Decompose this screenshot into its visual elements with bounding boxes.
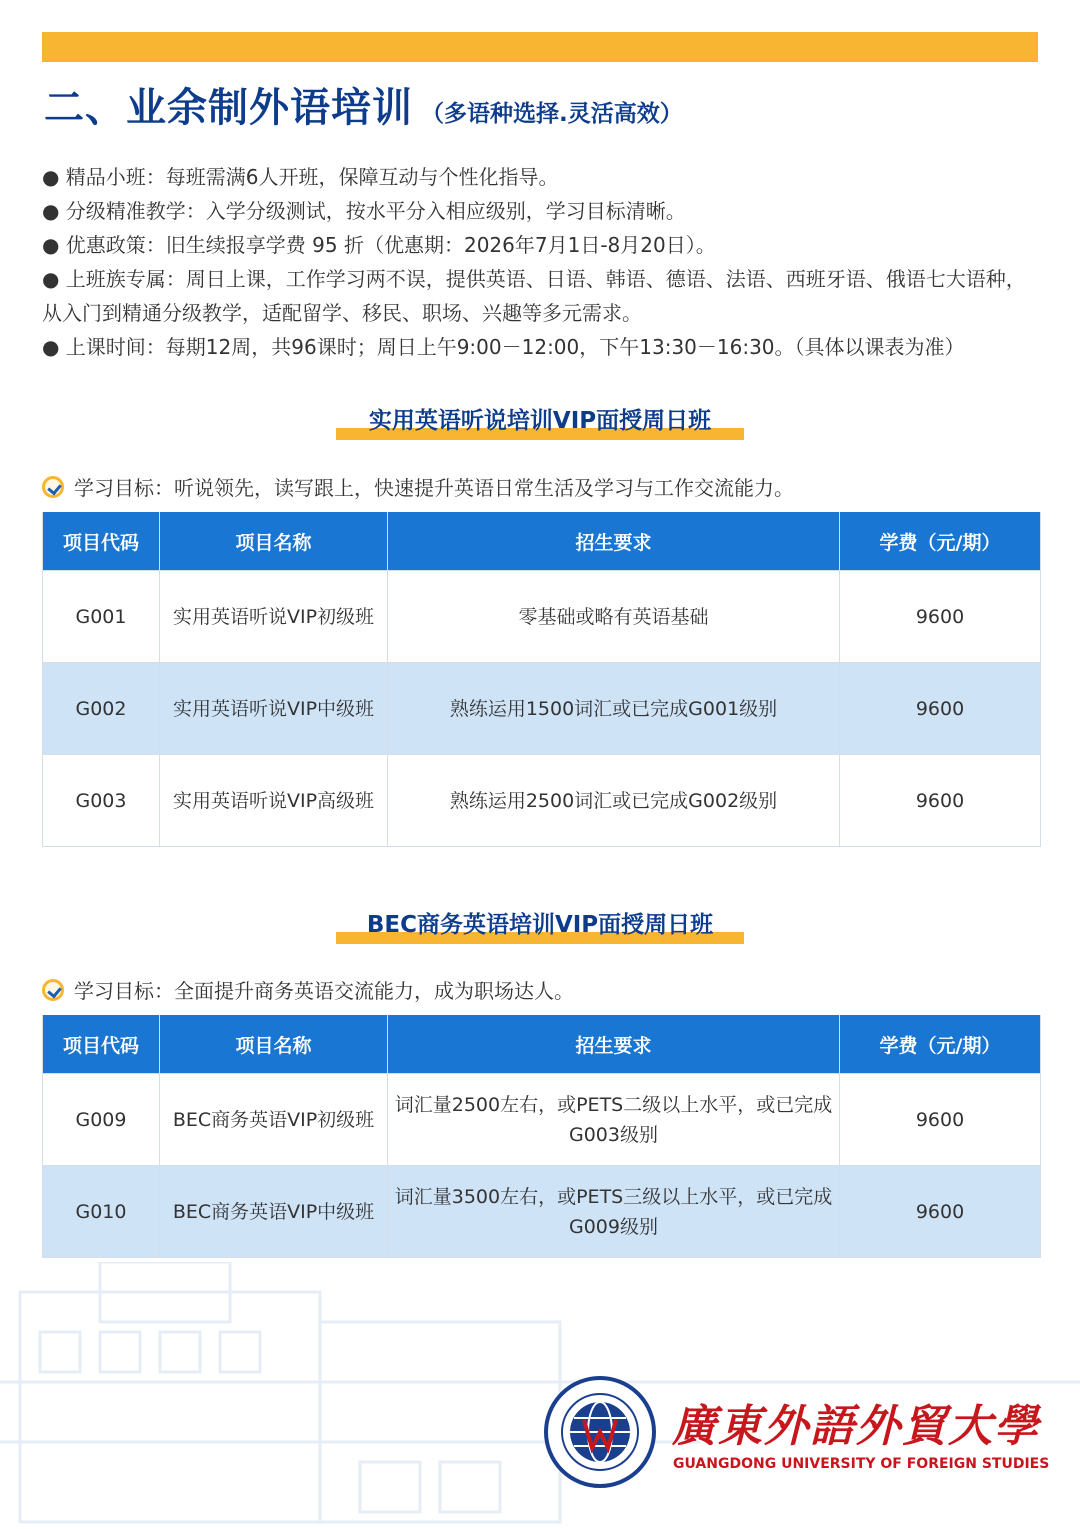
target-icon xyxy=(42,476,64,498)
target-icon xyxy=(42,979,64,1001)
feature-item: ● 上课时间：每期12周，共96课时；周日上午9:00－12:00，下午13:30－16:30。（具体以课表为准） xyxy=(42,335,965,359)
column-header: 项目名称 xyxy=(160,512,388,571)
cell-fee: 9600 xyxy=(840,571,1041,663)
learning-goal-text: 学习目标：全面提升商务英语交流能力，成为职场达人。 xyxy=(74,979,574,1003)
table-row xyxy=(43,571,1041,663)
cell-code: G003 xyxy=(43,755,160,847)
table-row xyxy=(43,1074,1041,1166)
feature-item: ● 精品小班：每班需满6人开班，保障互动与个性化指导。 xyxy=(42,165,559,189)
section-title xyxy=(44,76,683,133)
cell-fee: 9600 xyxy=(840,1074,1041,1166)
cell-name: 实用英语听说VIP中级班 xyxy=(160,663,388,755)
cell-requirement: 熟练运用2500词汇或已完成G002级别 xyxy=(388,755,840,847)
cell-name: BEC商务英语VIP中级班 xyxy=(160,1166,388,1258)
course-table xyxy=(42,512,1041,847)
cell-name: 实用英语听说VIP高级班 xyxy=(160,755,388,847)
column-header: 项目代码 xyxy=(43,1015,160,1074)
learning-goal xyxy=(42,975,574,1004)
feature-list xyxy=(42,160,1042,364)
table-row xyxy=(43,663,1041,755)
cell-requirement: 词汇量2500左右，或PETS二级以上水平，或已完成G003级别 xyxy=(388,1074,840,1166)
column-header: 招生要求 xyxy=(388,1015,840,1074)
column-header: 学费（元/期） xyxy=(840,1015,1041,1074)
table-row xyxy=(43,755,1041,847)
cell-requirement: 零基础或略有英语基础 xyxy=(388,571,840,663)
cell-requirement: 熟练运用1500词汇或已完成G001级别 xyxy=(388,663,840,755)
column-header: 项目代码 xyxy=(43,512,160,571)
column-header: 学费（元/期） xyxy=(840,512,1041,571)
university-seal-logo xyxy=(544,1376,656,1488)
cell-fee: 9600 xyxy=(840,755,1041,847)
cell-name: BEC商务英语VIP初级班 xyxy=(160,1074,388,1166)
section-title-subtitle: （多语种选择.灵活高效） xyxy=(421,101,683,127)
course-group-heading xyxy=(336,402,744,435)
cell-code: G002 xyxy=(43,663,160,755)
cell-fee: 9600 xyxy=(840,663,1041,755)
feature-item: ● 上班族专属：周日上课，工作学习两不误，提供英语、日语、韩语、德语、法语、西班牙语、俄语七大语种，从入门到精通分级教学，适配留学、移民、职场、兴趣等多元需求。 xyxy=(42,267,1026,325)
column-header: 招生要求 xyxy=(388,512,840,571)
course-table xyxy=(42,1015,1041,1258)
course-group-heading xyxy=(336,906,744,939)
cell-code: G001 xyxy=(43,571,160,663)
university-name-zh: 廣東外語外貿大學 xyxy=(672,1401,1040,1452)
university-name-en: GUANGDONG UNIVERSITY OF FOREIGN STUDIES xyxy=(673,1456,1050,1472)
cell-code: G010 xyxy=(43,1166,160,1258)
top-accent-bar xyxy=(42,32,1038,62)
course-group-heading-text: 实用英语听说培训VIP面授周日班 xyxy=(368,408,712,434)
section-title-main: 二、业余制外语培训 xyxy=(44,85,413,131)
feature-item: ● 优惠政策：旧生续报享学费 95 折（优惠期：2026年7月1日-8月20日）。 xyxy=(42,233,716,257)
table-header-row xyxy=(43,512,1041,571)
table-row xyxy=(43,1166,1041,1258)
column-header: 项目名称 xyxy=(160,1015,388,1074)
course-group-heading-text: BEC商务英语培训VIP面授周日班 xyxy=(366,912,714,938)
feature-item: ● 分级精准教学：入学分级测试，按水平分入相应级别，学习目标清晰。 xyxy=(42,199,686,223)
learning-goal-text: 学习目标：听说领先，读写跟上，快速提升英语日常生活及学习与工作交流能力。 xyxy=(74,476,794,500)
learning-goal xyxy=(42,472,794,501)
cell-name: 实用英语听说VIP初级班 xyxy=(160,571,388,663)
cell-fee: 9600 xyxy=(840,1166,1041,1258)
cell-code: G009 xyxy=(43,1074,160,1166)
table-header-row xyxy=(43,1015,1041,1074)
cell-requirement: 词汇量3500左右，或PETS三级以上水平，或已完成G009级别 xyxy=(388,1166,840,1258)
